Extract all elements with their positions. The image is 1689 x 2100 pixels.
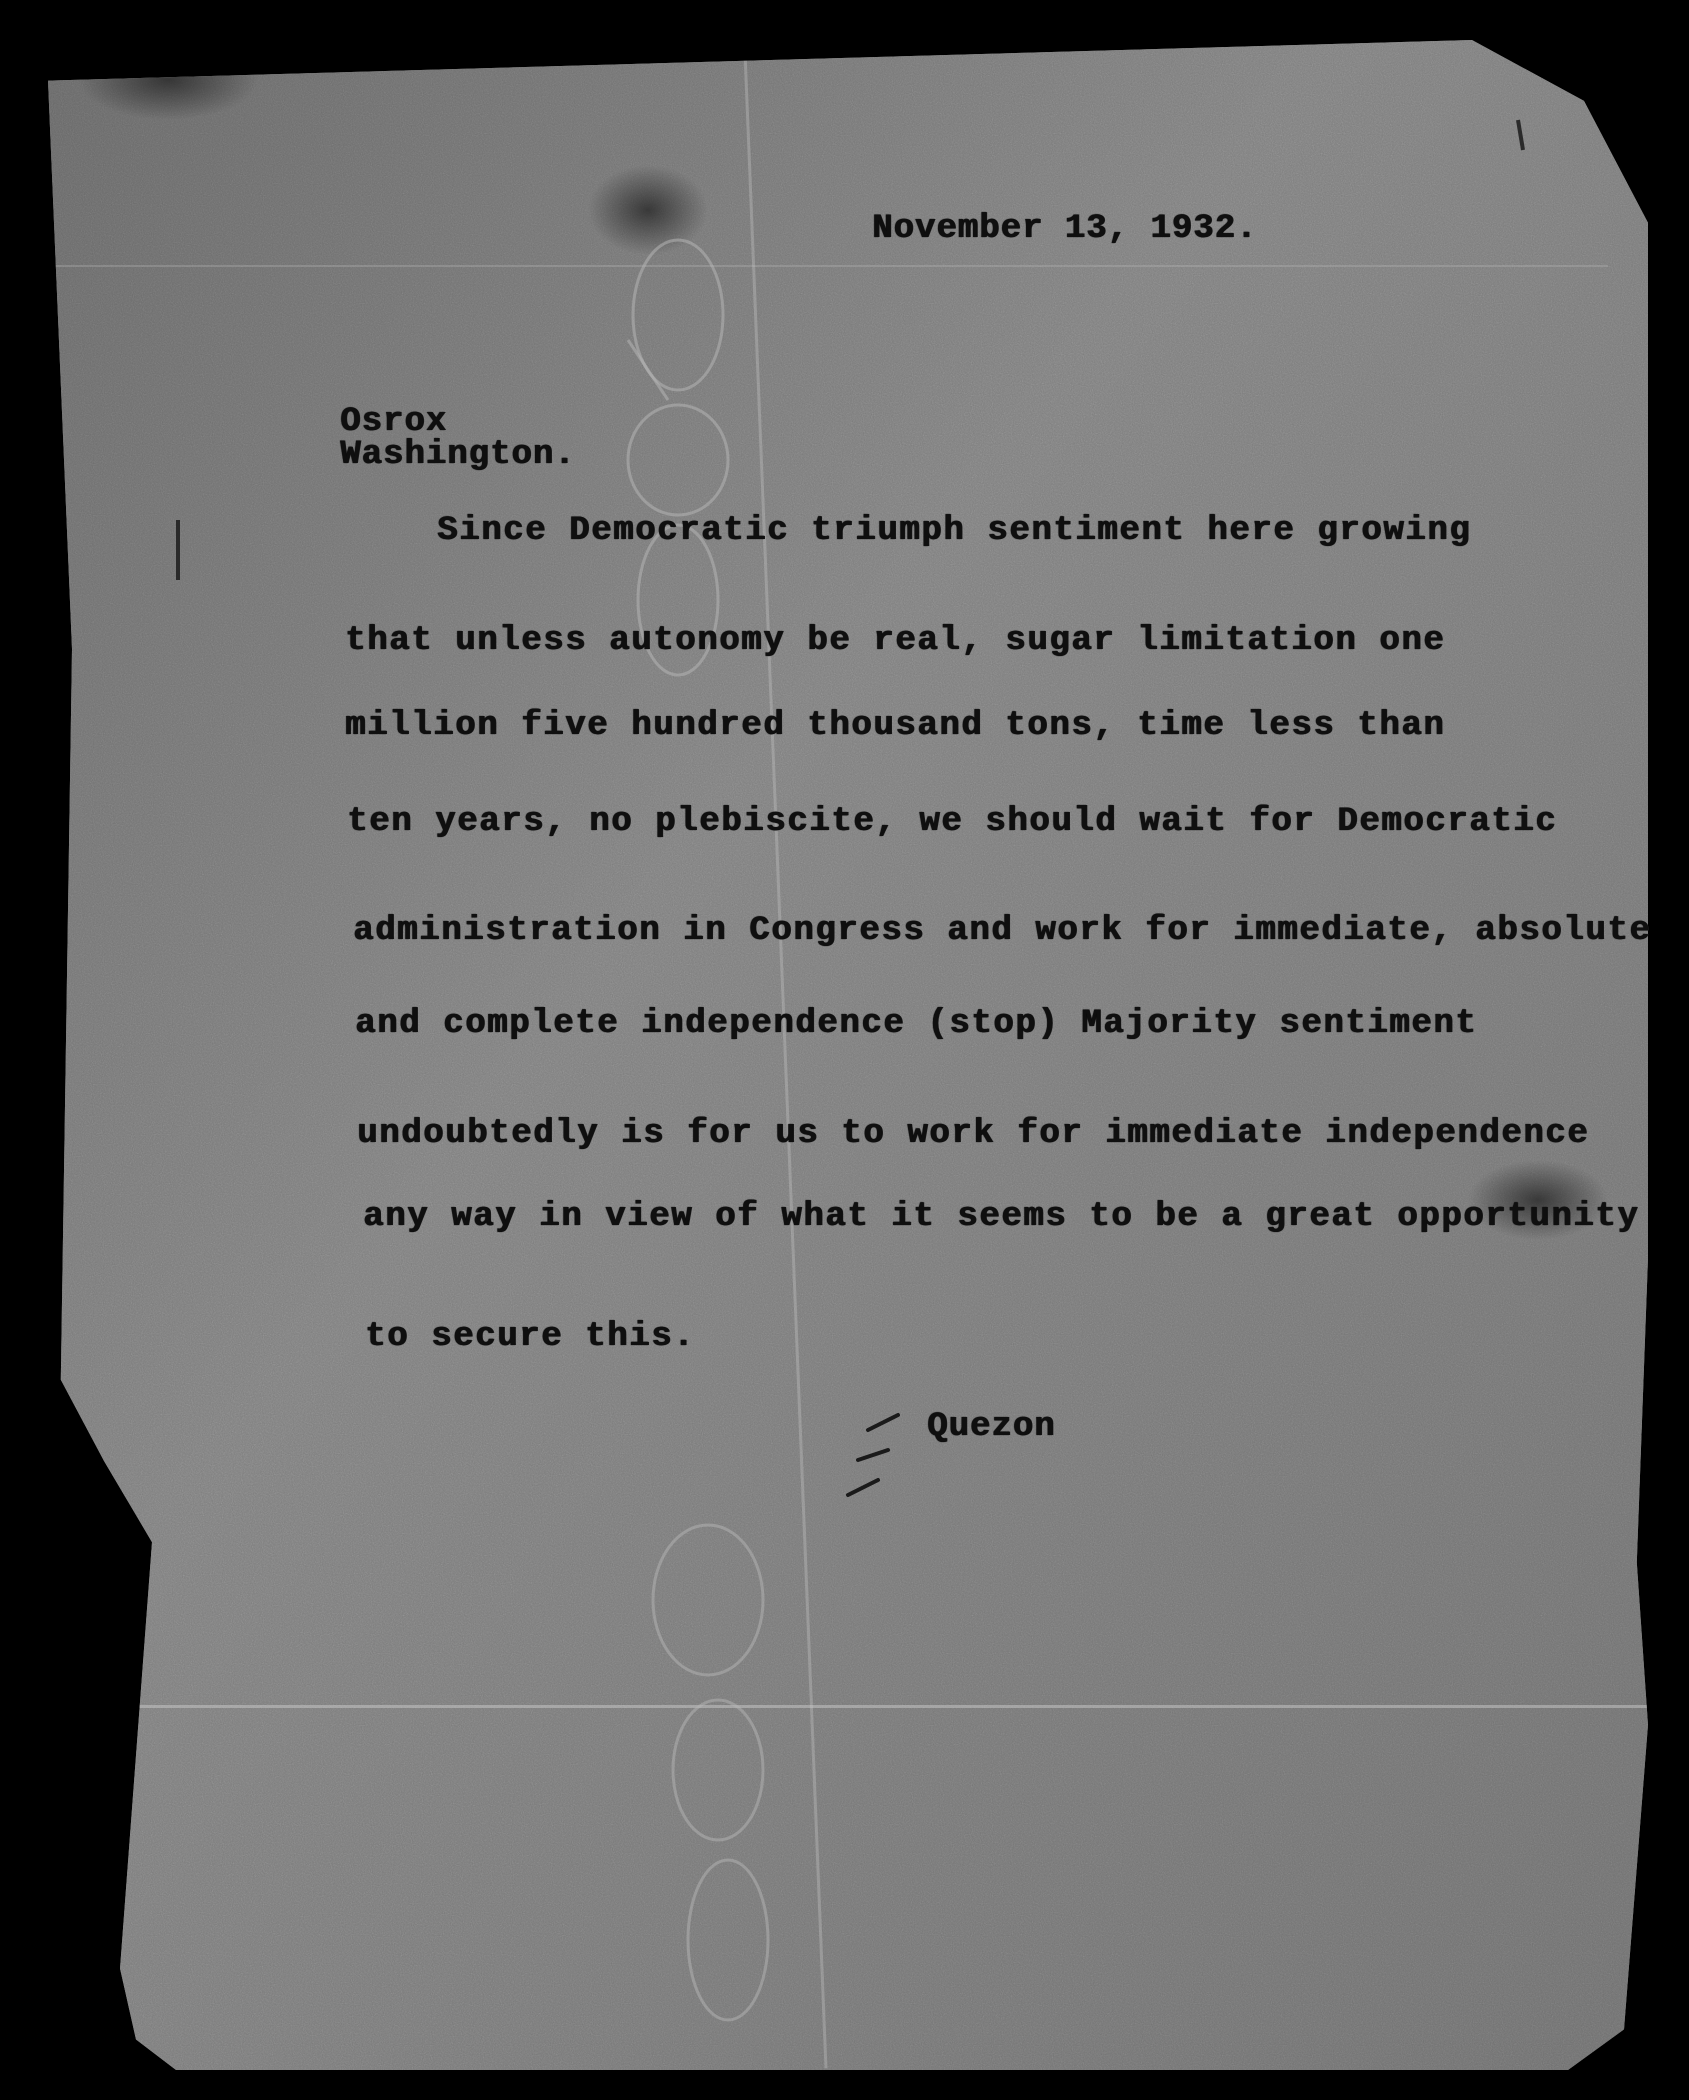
body-line: million five hundred thousand tons, time less than xyxy=(345,707,1446,745)
body-line: to secure this. xyxy=(365,1318,696,1356)
body-line: that unless autonomy be real, sugar limitation one xyxy=(345,622,1446,660)
paper-texture xyxy=(48,40,1648,2070)
body-line: any way in view of what it seems to be a great opportunity xyxy=(363,1198,1640,1236)
body-line: Since Democratic triumph sentiment here growing xyxy=(437,512,1472,550)
signature: Quezon xyxy=(927,1408,1056,1446)
letter-date: November 13, 1932. xyxy=(872,210,1258,248)
body-line: and complete independence (stop) Majority sentiment xyxy=(355,1005,1478,1043)
recipient-name: Osrox xyxy=(340,403,448,441)
letter-paper xyxy=(48,40,1648,2070)
body-line: undoubtedly is for us to work for immediate independence xyxy=(357,1115,1590,1153)
body-line: administration in Congress and work for immediate, absolute xyxy=(353,912,1652,950)
fold-line-horizontal xyxy=(108,1705,1648,1708)
body-line: ten years, no plebiscite, we should wait for Democratic xyxy=(347,803,1558,841)
fold-line-top xyxy=(48,265,1608,267)
recipient-city: Washington. xyxy=(340,436,576,474)
